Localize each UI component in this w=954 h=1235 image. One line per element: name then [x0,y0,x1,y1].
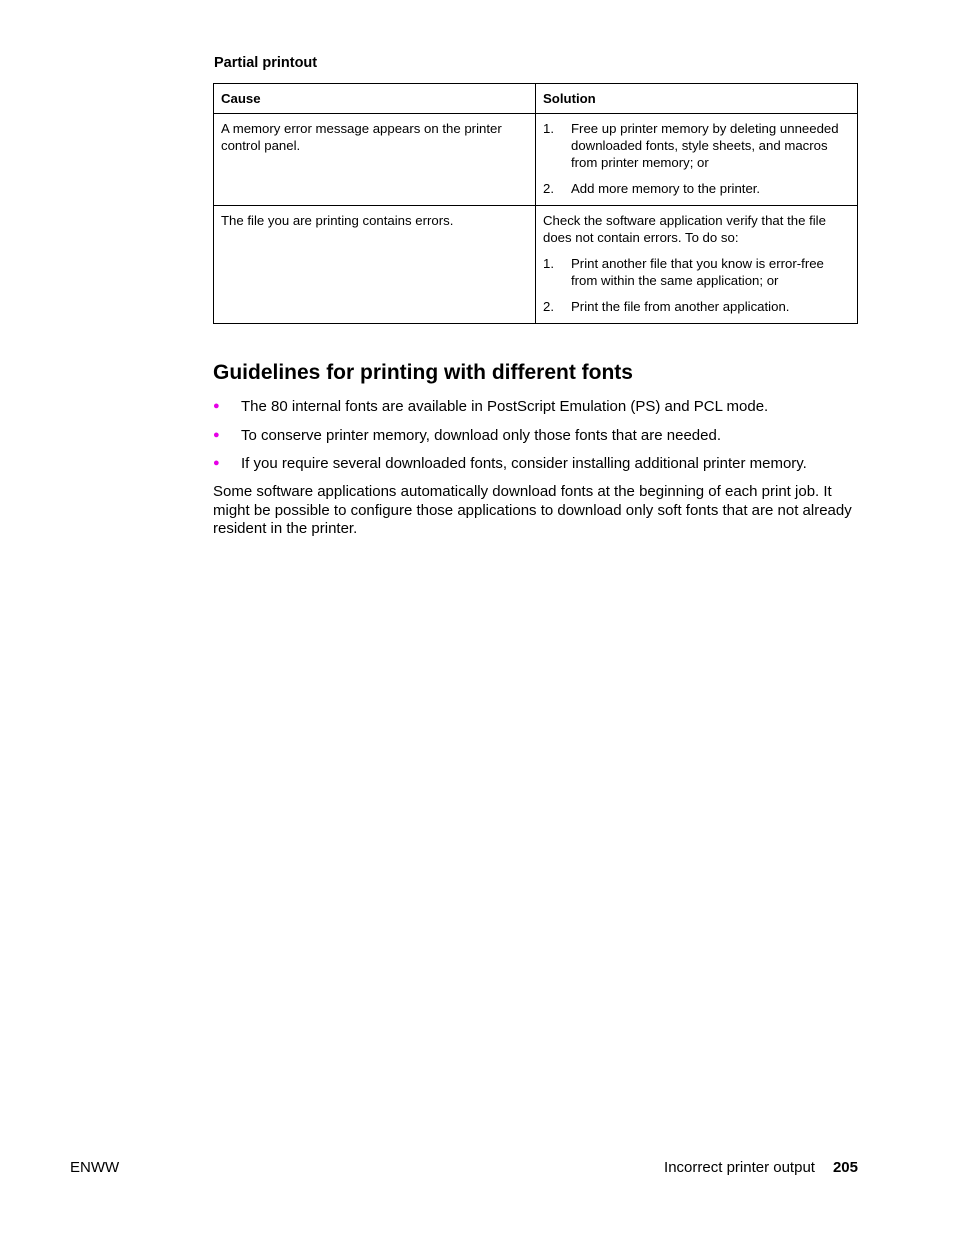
bullet-text: If you require several downloaded fonts, consider installing additional printer memory. [241,455,807,472]
solution-cell [536,206,858,324]
bullet-icon: ● [213,428,220,441]
step-number: 2. [543,299,554,314]
footer-label: ENWW [70,1159,120,1176]
table-title: Partial printout [214,55,318,71]
bullet-icon: ● [213,400,220,412]
column-header-solution: Solution [536,84,858,114]
list-item [213,397,858,416]
section-heading: Guidelines for printing with different fonts [213,361,633,384]
step-text: Print the file from another application. [571,299,790,314]
bullet-icon: ● [213,457,220,469]
solution-intro: Check the software application verify that the file does not contain errors. To do so: [543,213,826,245]
table-row [214,114,858,206]
table-header-row [214,84,858,114]
column-header-cause: Cause [214,84,536,114]
bullet-text: To conserve printer memory, download only those fonts that are needed. [241,426,721,444]
solution-cell [536,114,858,206]
step-number: 2. [543,181,554,196]
solution-step [543,180,851,197]
troubleshooting-table [213,83,858,324]
solution-steps [543,120,851,197]
solution-step [543,120,851,171]
body-paragraph: Some software applications automatically download fonts at the beginning of each print job. It might be possible to configure those applications to download only soft fonts that are not already resident in the printer. [213,483,852,537]
cause-cell: The file you are printing contains errors. [214,206,536,324]
page-number: 205 [832,1159,858,1176]
list-item [213,426,858,445]
list-item [213,454,858,473]
solution-steps [543,255,851,315]
step-number: 1. [543,256,554,271]
step-text: Add more memory to the printer. [571,181,761,196]
cause-cell: A memory error message appears on the printer control panel. [214,114,536,206]
bullet-list [213,397,858,483]
bullet-text: The 80 internal fonts are available in PostScript Emulation (PS) and PCL mode. [241,398,769,415]
solution-step [543,255,851,289]
solution-step [543,298,851,315]
step-text: Free up printer memory by deleting unneeded downloaded fonts, style sheets, and macros from printer memory; or [571,121,839,170]
step-number: 1. [543,121,554,136]
table-row [214,206,858,324]
footer-section-name: Incorrect printer output [664,1159,815,1176]
step-text: Print another file that you know is error-free from within the same application; or [571,256,824,288]
footer-right [664,1159,858,1176]
